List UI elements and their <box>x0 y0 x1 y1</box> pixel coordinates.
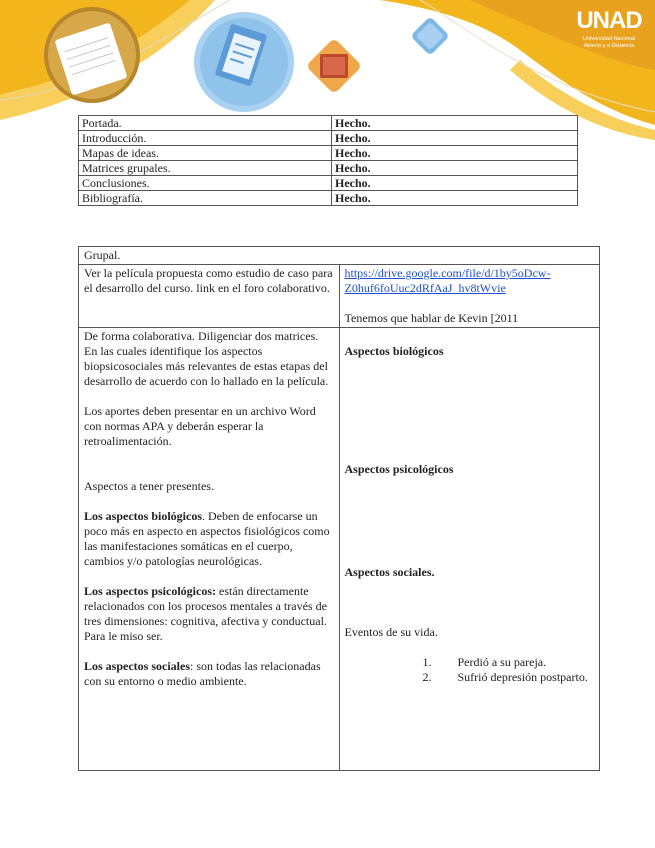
checklist-table <box>78 115 578 206</box>
list-item <box>345 655 595 670</box>
biological-description <box>84 509 334 569</box>
list-item <box>345 670 595 685</box>
psychological-label: Los aspectos psicológicos: <box>84 584 216 598</box>
checklist-status: Hecho. <box>332 146 578 161</box>
group-label: Grupal. <box>79 247 600 265</box>
instruction-paragraph-3: Aspectos a tener presentes. <box>84 479 214 493</box>
movie-title: Tenemos que hablar de Kevin [2011 <box>344 311 519 325</box>
list-item-number: 2. <box>422 670 432 684</box>
biological-heading: Aspectos biológicos <box>344 344 444 358</box>
list-item-text: Perdió a su pareja. <box>457 655 547 669</box>
checklist-item: Bibliografía. <box>79 191 332 206</box>
logo-subtitle-2: Abierta y a Distancia <box>583 43 635 49</box>
drive-link-line2: Z0huf6foUuc2dRfAaJ_hv8tWvie <box>344 281 506 295</box>
unad-logo <box>574 6 644 62</box>
biological-text: . Deben de enfocarse un poco más en aspecto en aspectos fisiológicos como las manifestaciones somáticas en el cuerpo, cambios y/o patologías neurológicas. <box>84 509 330 568</box>
checklist-row <box>79 176 578 191</box>
analysis-cell <box>339 328 600 771</box>
logo-subtitle-1: Universidad Nacional <box>583 36 635 42</box>
social-label: Los aspectos sociales <box>84 659 190 673</box>
psychological-text: están directamente relacionados con los procesos mentales a través de tres dimensiones: cognitiva, afectiva y conductual. Para le miso ser. <box>84 584 327 643</box>
checklist-row <box>79 191 578 206</box>
movie-row <box>79 265 600 328</box>
logo-text: UNAD <box>576 7 642 34</box>
social-description <box>84 659 334 689</box>
list-item-text: Sufrió depresión postparto. <box>457 670 588 684</box>
checklist-status: Hecho. <box>332 116 578 131</box>
activity-table <box>78 246 600 771</box>
checklist-status: Hecho. <box>332 131 578 146</box>
social-heading: Aspectos sociales. <box>344 565 435 579</box>
drive-link-line1: https://drive.google.com/file/d/1by5oDcw- <box>344 266 551 280</box>
movie-link-cell <box>339 265 600 328</box>
instructions-cell <box>79 328 340 771</box>
checklist-item: Mapas de ideas. <box>79 146 332 161</box>
checklist-item: Conclusiones. <box>79 176 332 191</box>
content-row <box>79 328 600 771</box>
list-item-number: 1. <box>422 655 432 669</box>
social-text: : son todas las relacionadas con su entorno o medio ambiente. <box>84 659 321 688</box>
instruction-paragraph-1: De forma colaborativa. Diligenciar dos matrices. En las cuales identifique los aspectos biopsicosociales más relevantes de estas etapas del desarrollo de acuerdo con lo hallado en la película. <box>84 329 329 388</box>
checklist-status: Hecho. <box>332 191 578 206</box>
checklist-item: Introducción. <box>79 131 332 146</box>
checklist-row <box>79 116 578 131</box>
psychological-description <box>84 584 334 644</box>
psychological-heading: Aspectos psicológicos <box>344 462 454 476</box>
checklist-row <box>79 161 578 176</box>
group-row <box>79 247 600 265</box>
drive-link[interactable] <box>345 266 551 295</box>
checklist-row <box>79 131 578 146</box>
instruction-paragraph-2: Los aportes deben presentar en un archivo Word con normas APA y deberán esperar la retroalimentación. <box>84 404 316 448</box>
life-events-label: Eventos de su vida. <box>344 625 438 639</box>
checklist-status: Hecho. <box>332 161 578 176</box>
movie-instruction: Ver la película propuesta como estudio de caso para el desarrollo del curso. link en el foro colaborativo. <box>79 265 340 328</box>
checklist-row <box>79 146 578 161</box>
checklist-status: Hecho. <box>332 176 578 191</box>
checklist-item: Matrices grupales. <box>79 161 332 176</box>
biological-label: Los aspectos biológicos <box>84 509 203 523</box>
checklist-item: Portada. <box>79 116 332 131</box>
